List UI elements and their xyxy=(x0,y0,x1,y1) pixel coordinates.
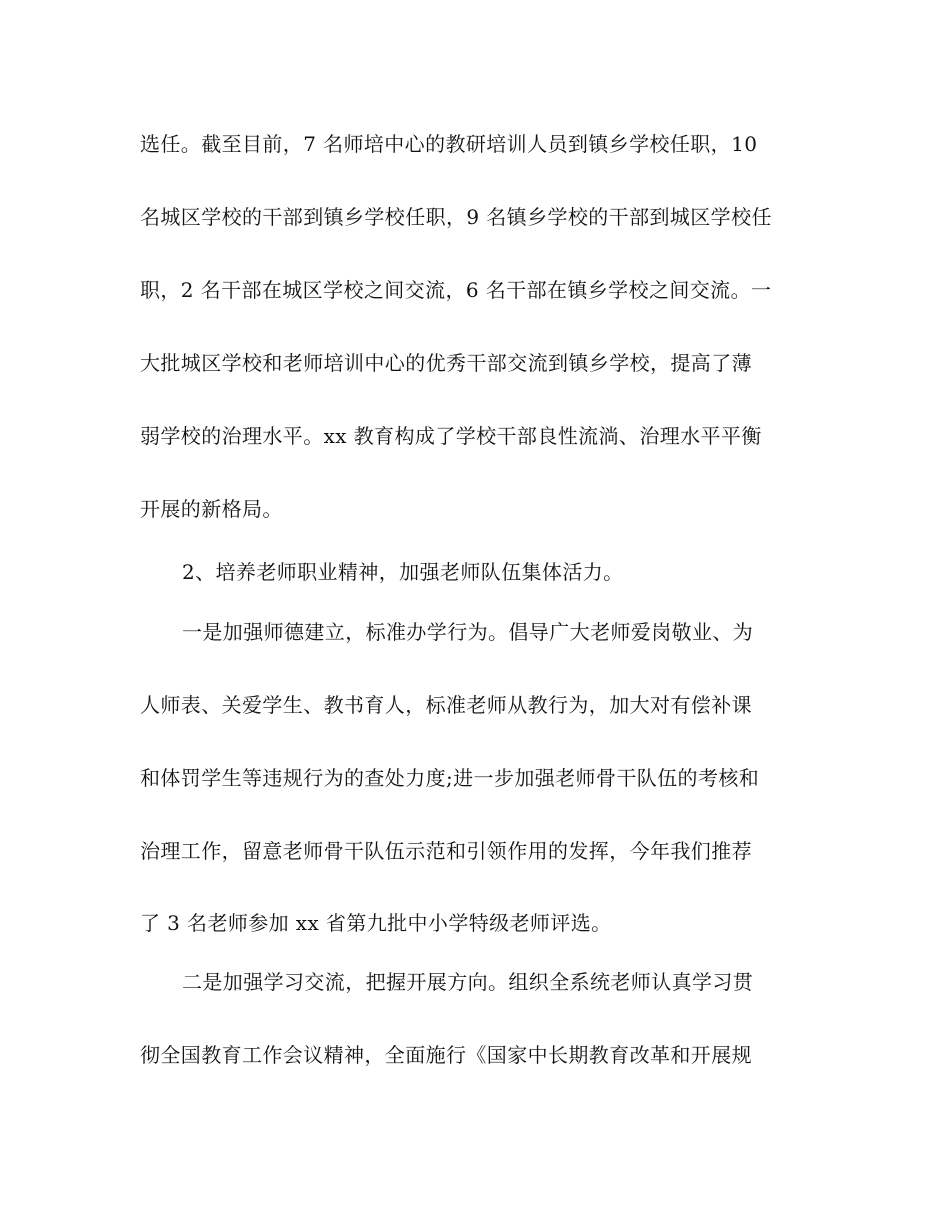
section-heading: 2、培养老师职业精神，加强老师队伍集体活力。 xyxy=(182,560,624,584)
paragraph-line-3: 职，2 名干部在城区学校之间交流，6 名干部在镇乡学校之间交流。一 xyxy=(140,278,772,302)
paragraph-line-11: 治理工作，留意老师骨干队伍示范和引领作用的发挥，今年我们推荐 xyxy=(140,839,752,863)
paragraph-line-5: 弱学校的治理水平。xx 教育构成了学校干部良性流淌、治理水平平衡 xyxy=(140,424,762,448)
paragraph-line-13: 二是加强学习交流，把握开展方向。组织全系统老师认真学习贯 xyxy=(182,970,754,994)
paragraph-line-9: 人师表、关爱学生、教书育人，标准老师从教行为，加大对有偿补课 xyxy=(140,693,752,717)
paragraph-line-1: 选任。截至目前，7 名师培中心的教研培训人员到镇乡学校任职，10 xyxy=(140,132,758,156)
paragraph-line-2: 名城区学校的干部到镇乡学校任职，9 名镇乡学校的干部到城区学校任 xyxy=(140,205,772,229)
paragraph-line-6: 开展的新格局。 xyxy=(140,497,283,521)
paragraph-line-4: 大批城区学校和老师培训中心的优秀干部交流到镇乡学校，提高了薄 xyxy=(140,351,752,375)
paragraph-line-14: 彻全国教育工作会议精神，全面施行《国家中长期教育改革和开展规 xyxy=(140,1043,752,1067)
paragraph-line-8: 一是加强师德建立，标准办学行为。倡导广大老师爱岗敬业、为 xyxy=(182,620,754,644)
paragraph-line-10: 和体罚学生等违规行为的查处力度;进一步加强老师骨干队伍的考核和 xyxy=(140,766,760,790)
paragraph-line-12: 了 3 名老师参加 xx 省第九批中小学特级老师评选。 xyxy=(140,911,612,935)
